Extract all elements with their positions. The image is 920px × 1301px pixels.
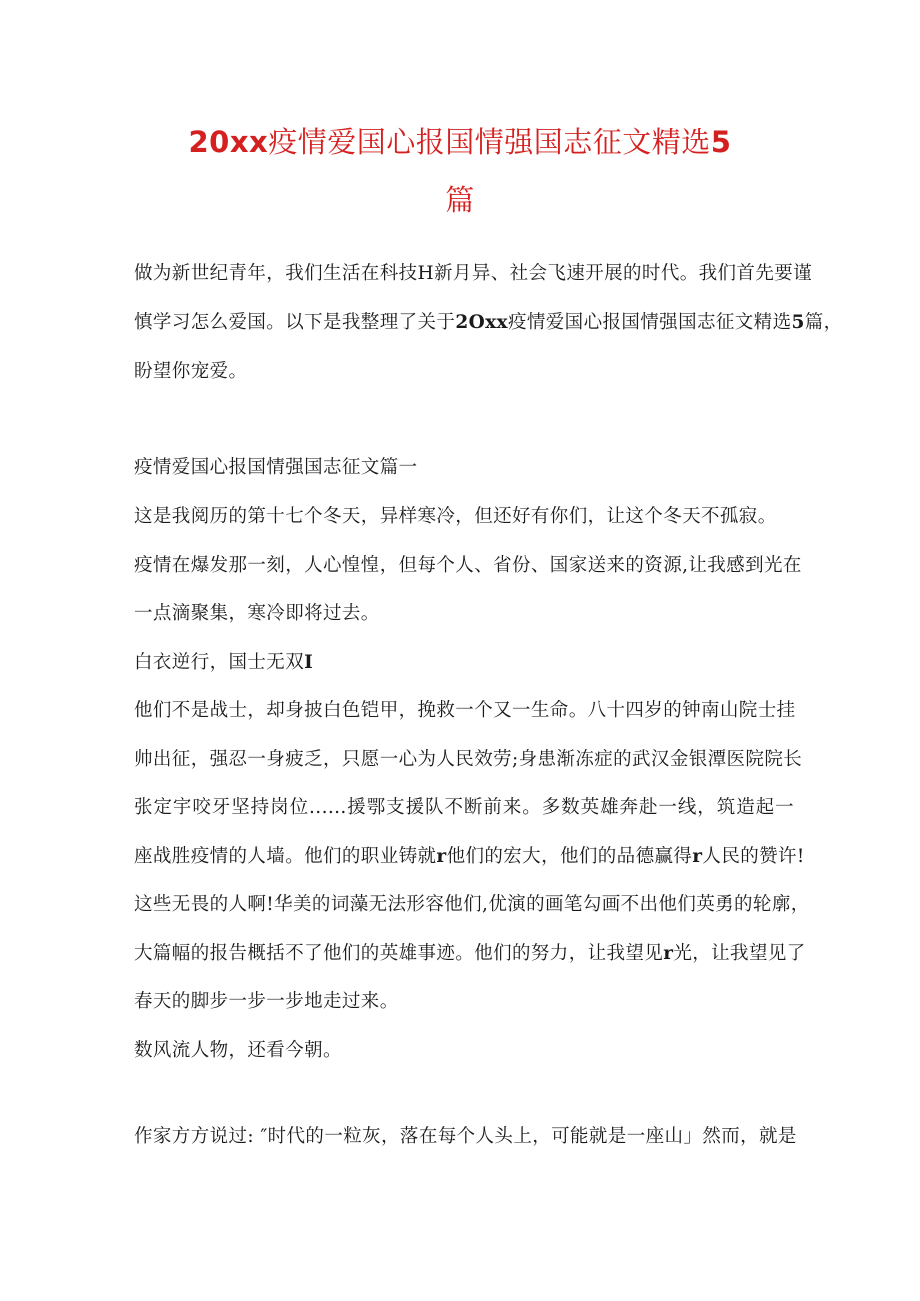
paragraph-2-line-2: 一点滴聚集，寒冷即将过去。 [134, 603, 380, 624]
paragraph-4-line-6 [134, 941, 806, 967]
paragraph-1: 这是我阅历的第十七个冬天，异样寒冷，但还好有你们，让这个冬天不孤寂。 [134, 506, 777, 527]
intro-line-2-c: 篇， [804, 312, 843, 333]
paragraph-5: 数风流人物，还看今朝。 [134, 1040, 342, 1061]
paragraph-4-line-4 [134, 844, 805, 870]
paragraph-4-line-7: 春天的脚步一步一步地走过来。 [134, 991, 399, 1012]
document-title-line-2: 篇 [445, 183, 475, 217]
paragraph-4-line-4-c: 人民的赞许! [702, 846, 805, 867]
intro-bold-count: 5 [791, 312, 805, 333]
paragraph-4-line-2: 帅出征，强忍一身疲乏，只愿一心为人民效劳;身患渐冻症的武汉金银潭医院院长 [134, 749, 803, 770]
paragraph-6-line-1: 作家方方说过: ″时代的一粒灰，落在每个人头上，可能就是一座山」然而，就是 [134, 1126, 797, 1147]
title-count: 5 [710, 125, 732, 159]
paragraph-4-line-5: 这些无畏的人啊!华美的词藻无法形容他们,优演的画笔勾画不出他们英勇的轮廓， [134, 894, 810, 915]
intro-line-2-a: 慎学习怎么爱国。以下是我整理了关于 [134, 312, 456, 333]
paragraph-4-line-4-r1: r [436, 846, 447, 867]
intro-bold-year: 2Oxx [455, 312, 508, 333]
intro-line-2 [134, 310, 843, 336]
paragraph-3-text: 白衣逆行，国士无双 [134, 652, 305, 673]
paragraph-3-mark: I [304, 652, 314, 673]
paragraph-4-line-6-r: r [663, 943, 674, 964]
intro-line-3: 盼望你宠爱。 [134, 361, 248, 382]
paragraph-4-line-4-r2: r [692, 846, 703, 867]
paragraph-4-line-4-b: 他们的宏大，他们的品德赢得 [446, 846, 693, 867]
paragraph-4-line-3: 张定宇咬牙坚持岗位......援鄂支援队不断前来。多数英雄奔赴一线，筑造起一 [134, 797, 794, 818]
document-title-line-1 [130, 113, 790, 171]
paragraph-4-line-4-a: 座战胜疫情的人墙。他们的职业铸就 [134, 846, 437, 867]
paragraph-4-line-6-b: 光，让我望见了 [673, 943, 806, 964]
intro-line-2-b: 疫情爱国心报国情强国志征文精选 [507, 312, 792, 333]
title-year: 20xx [188, 125, 269, 159]
paragraph-4-line-1: 他们不是战士，却身披白色铠甲，挽救一个又一生命。八十四岁的钟南山院士挂 [134, 700, 796, 721]
paragraph-3 [134, 650, 794, 676]
section-title: 疫情爱国心报国情强国志征文篇一 [134, 457, 418, 478]
paragraph-4-line-6-a: 大篇幅的报告概括不了他们的英雄事迹。他们的努力，让我望见 [134, 943, 664, 964]
title-text: 疫情爱国心报国情强国志征文精选 [268, 125, 711, 159]
paragraph-2-line-1: 疫情在爆发那一刻，人心惶惶，但每个人、省份、国家送来的资源,让我感到光在 [134, 555, 802, 576]
intro-line-1: 做为新世纪青年，我们生活在科技H新月异、社会飞速开展的时代。我们首先要谨 [134, 263, 813, 284]
